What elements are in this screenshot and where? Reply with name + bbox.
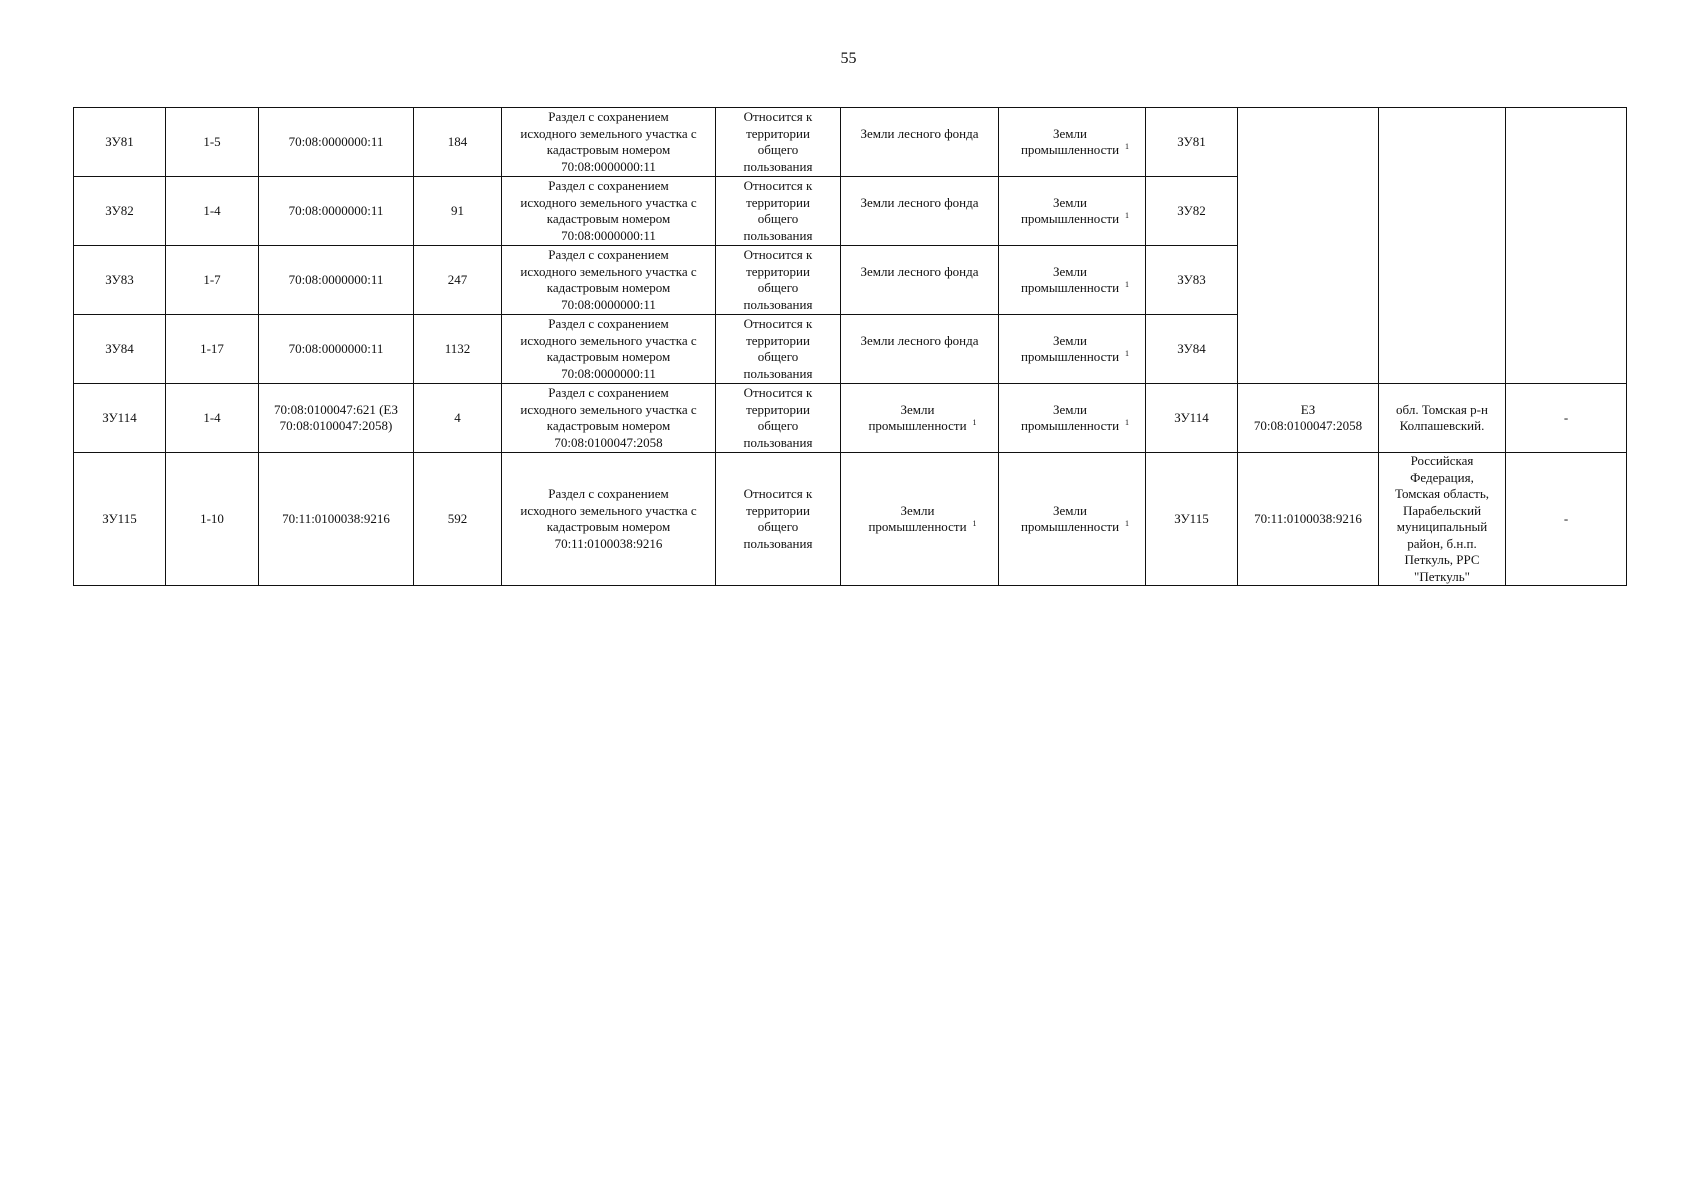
note-cell xyxy=(1506,384,1627,453)
cell-line: 70:08:0000000:11 xyxy=(288,271,384,287)
cell-line: исходного земельного участка с xyxy=(520,502,697,518)
category-after-cell xyxy=(999,384,1146,453)
cell-text: Земли лесного фонда xyxy=(860,264,979,279)
cell-text: 1-17 xyxy=(200,340,224,356)
source-cell xyxy=(1238,384,1379,453)
area-cell xyxy=(414,246,502,315)
cell-line: общего xyxy=(757,418,799,433)
cell-text: 1-5 xyxy=(203,133,221,149)
cell-text: Земли промышленности xyxy=(1020,332,1120,364)
cell-text: Земли промышленности xyxy=(1020,401,1120,433)
cell-text: ЗУ82 xyxy=(105,202,134,218)
cell-text: Земли промышленности xyxy=(1020,502,1120,534)
cell-line: пользования xyxy=(743,365,813,381)
cell-line: Раздел с сохранением xyxy=(548,178,669,193)
plot-id2-cell xyxy=(1146,384,1238,453)
cell-text: ЗУ81 xyxy=(105,133,134,149)
cell-line: общего xyxy=(757,519,799,534)
cell-line: пользования xyxy=(743,296,813,312)
cell-line: 70:08:0100047:2058 xyxy=(1253,418,1363,433)
cell-line: территории xyxy=(746,263,810,279)
cell-line: Относится к xyxy=(743,385,813,400)
cell-line: пользования xyxy=(743,434,813,450)
territory-cell xyxy=(716,108,841,177)
method-cell xyxy=(502,108,716,177)
cell-line: кадастровым номером xyxy=(546,142,671,157)
cell-line: кадастровым номером xyxy=(546,280,671,295)
address-cell xyxy=(1379,453,1506,586)
area-cell xyxy=(414,453,502,586)
plot-id2-cell xyxy=(1146,315,1238,384)
note-cell-empty xyxy=(1506,108,1627,384)
cell-line: район, б.н.п. xyxy=(1407,535,1477,551)
category-cell xyxy=(841,177,999,246)
cell-line: Раздел с сохранением xyxy=(548,486,669,501)
plot-id-cell xyxy=(74,384,166,453)
method-cell xyxy=(502,384,716,453)
plot-id2-cell xyxy=(1146,453,1238,586)
category-cell xyxy=(841,453,999,586)
cell-line: ЕЗ xyxy=(1300,401,1316,417)
cell-line: Раздел с сохранением xyxy=(548,109,669,124)
method-cell xyxy=(502,315,716,384)
cell-line: общего xyxy=(757,142,799,157)
cell-line: Раздел с сохранением xyxy=(548,385,669,400)
cell-line: общего xyxy=(757,280,799,295)
cell-line: исходного земельного участка с xyxy=(520,401,697,417)
cell-line: Относится к xyxy=(743,316,813,331)
area-cell xyxy=(414,108,502,177)
cell-line: Колпашевский. xyxy=(1399,418,1485,433)
cell-text: 247 xyxy=(447,271,468,287)
cell-line: 70:11:0100038:9216 xyxy=(282,510,390,526)
table-row xyxy=(74,453,1627,586)
cell-text: ЗУ81 xyxy=(1177,133,1206,149)
cell-line: пользования xyxy=(743,535,813,551)
area-cell xyxy=(414,384,502,453)
cell-text: ЗУ114 xyxy=(1174,409,1209,425)
cell-line: 70:08:0000000:11 xyxy=(288,340,384,356)
cadastral-cell xyxy=(259,177,414,246)
table-row xyxy=(74,108,1627,177)
cell-line: 70:08:0000000:11 xyxy=(561,158,656,174)
cell-line: Томская область, xyxy=(1394,486,1489,501)
cell-line: территории xyxy=(746,401,810,417)
plot-id-cell xyxy=(74,453,166,586)
footnote-mark: 1 xyxy=(972,518,977,528)
footnote-mark: 1 xyxy=(1125,141,1129,151)
cell-line: 70:08:0000000:11 xyxy=(288,202,384,218)
cell-line: кадастровым номером xyxy=(546,418,671,433)
method-cell xyxy=(502,177,716,246)
points-cell xyxy=(166,315,259,384)
points-cell xyxy=(166,384,259,453)
cell-line: кадастровым номером xyxy=(546,519,671,534)
address-cell xyxy=(1379,384,1506,453)
source-cell xyxy=(1238,453,1379,586)
plot-id2-cell xyxy=(1146,108,1238,177)
cell-line: 70:08:0000000:11 xyxy=(561,365,656,381)
cell-line: территории xyxy=(746,502,810,518)
cell-text: - xyxy=(1563,409,1569,425)
page-number: 55 xyxy=(840,50,857,67)
cell-text: ЗУ83 xyxy=(105,271,134,287)
cell-line: территории xyxy=(746,332,810,348)
cell-text: 592 xyxy=(447,510,468,526)
footnote-mark: 1 xyxy=(1125,279,1129,289)
address-cell-empty xyxy=(1379,108,1506,384)
cell-text: Земли лесного фонда xyxy=(860,333,979,348)
cell-line: исходного земельного участка с xyxy=(520,332,697,348)
cell-line: кадастровым номером xyxy=(546,349,671,364)
plot-id-cell xyxy=(74,246,166,315)
cell-text: Земли промышленности xyxy=(1020,125,1120,157)
cell-text: ЗУ82 xyxy=(1177,202,1206,218)
cell-text: 91 xyxy=(451,202,464,218)
points-cell xyxy=(166,177,259,246)
cell-text: 1132 xyxy=(444,340,471,356)
cell-line: 70:11:0100038:9216 xyxy=(554,535,663,551)
cell-line: Относится к xyxy=(743,486,813,501)
cell-text: ЗУ83 xyxy=(1177,271,1206,287)
territory-cell xyxy=(716,246,841,315)
cell-text: Земли промышленности xyxy=(1020,194,1120,226)
cell-line: исходного земельного участка с xyxy=(520,263,697,279)
cell-line: обл. Томская р-н xyxy=(1396,401,1488,417)
category-after-cell xyxy=(999,246,1146,315)
category-cell xyxy=(841,315,999,384)
category-after-cell xyxy=(999,315,1146,384)
footnote-mark: 1 xyxy=(1125,210,1129,220)
territory-cell xyxy=(716,315,841,384)
method-cell xyxy=(502,453,716,586)
territory-cell xyxy=(716,384,841,453)
cadastral-cell xyxy=(259,384,414,453)
cadastral-cell xyxy=(259,246,414,315)
points-cell xyxy=(166,246,259,315)
cell-line: муниципальный xyxy=(1396,519,1488,534)
note-cell xyxy=(1506,453,1627,586)
cell-text: Земли промышленности xyxy=(868,502,967,534)
cell-text: ЗУ114 xyxy=(102,409,137,425)
cell-text: Земли лесного фонда xyxy=(860,195,979,210)
cell-text: ЗУ115 xyxy=(1174,510,1209,526)
cell-line: Петкуль, РРС xyxy=(1404,552,1480,567)
cell-line: пользования xyxy=(743,227,813,243)
area-cell xyxy=(414,177,502,246)
footnote-mark: 1 xyxy=(1125,348,1129,358)
cell-line: общего xyxy=(757,349,799,364)
cell-text: 1-4 xyxy=(203,409,221,425)
cell-line: Раздел с сохранением xyxy=(548,316,669,331)
cell-line: 70:08:0100047:621 (ЕЗ xyxy=(273,401,399,417)
source-cell-empty xyxy=(1238,108,1379,384)
points-cell xyxy=(166,108,259,177)
cell-line: 70:08:0000000:11 xyxy=(288,133,384,149)
plot-id-cell xyxy=(74,315,166,384)
footnote-mark: 1 xyxy=(1125,518,1129,528)
category-after-cell xyxy=(999,453,1146,586)
cell-text: 184 xyxy=(447,133,468,149)
area-cell xyxy=(414,315,502,384)
cell-line: общего xyxy=(757,211,799,226)
cell-text: - xyxy=(1563,510,1569,526)
cell-line: пользования xyxy=(743,158,813,174)
plot-id2-cell xyxy=(1146,246,1238,315)
cell-text: Земли промышленности xyxy=(868,401,967,433)
territory-cell xyxy=(716,453,841,586)
cell-text: ЗУ84 xyxy=(105,340,134,356)
cadastral-cell xyxy=(259,315,414,384)
cell-line: Относится к xyxy=(743,247,813,262)
cell-line: Парабельский xyxy=(1402,502,1482,518)
plot-id2-cell xyxy=(1146,177,1238,246)
cell-line: территории xyxy=(746,194,810,210)
cell-line: 70:08:0000000:11 xyxy=(561,296,656,312)
category-cell xyxy=(841,384,999,453)
category-cell xyxy=(841,108,999,177)
cell-text: Земли промышленности xyxy=(1020,263,1120,295)
cell-line: 70:11:0100038:9216 xyxy=(1254,510,1362,526)
points-cell xyxy=(166,453,259,586)
cell-line: кадастровым номером xyxy=(546,211,671,226)
territory-cell xyxy=(716,177,841,246)
cell-line: 70:08:0100047:2058) xyxy=(279,418,393,433)
cadastral-cell xyxy=(259,108,414,177)
land-plots-table xyxy=(73,107,1627,586)
cell-line: Федерация, xyxy=(1410,469,1474,485)
footnote-mark: 1 xyxy=(1125,417,1129,427)
cell-text: 1-4 xyxy=(203,202,221,218)
footnote-mark: 1 xyxy=(972,417,977,427)
plot-id-cell xyxy=(74,177,166,246)
cell-line: исходного земельного участка с xyxy=(520,125,697,141)
cadastral-cell xyxy=(259,453,414,586)
cell-line: Относится к xyxy=(743,178,813,193)
cell-text: 1-7 xyxy=(203,271,221,287)
cell-line: "Петкуль" xyxy=(1414,568,1470,584)
category-after-cell xyxy=(999,108,1146,177)
plot-id-cell xyxy=(74,108,166,177)
cell-text: Земли лесного фонда xyxy=(860,126,979,141)
cell-line: 70:08:0100047:2058 xyxy=(554,434,663,450)
category-cell xyxy=(841,246,999,315)
cell-text: 4 xyxy=(454,409,461,425)
cell-text: 1-10 xyxy=(200,510,224,526)
cell-line: 70:08:0000000:11 xyxy=(561,227,656,243)
cell-line: Российская xyxy=(1410,453,1474,468)
category-after-cell xyxy=(999,177,1146,246)
method-cell xyxy=(502,246,716,315)
cell-text: ЗУ115 xyxy=(102,510,137,526)
cell-line: Относится к xyxy=(743,109,813,124)
cell-text: ЗУ84 xyxy=(1177,340,1206,356)
cell-line: территории xyxy=(746,125,810,141)
cell-line: Раздел с сохранением xyxy=(548,247,669,262)
cell-line: исходного земельного участка с xyxy=(520,194,697,210)
table-row xyxy=(74,384,1627,453)
